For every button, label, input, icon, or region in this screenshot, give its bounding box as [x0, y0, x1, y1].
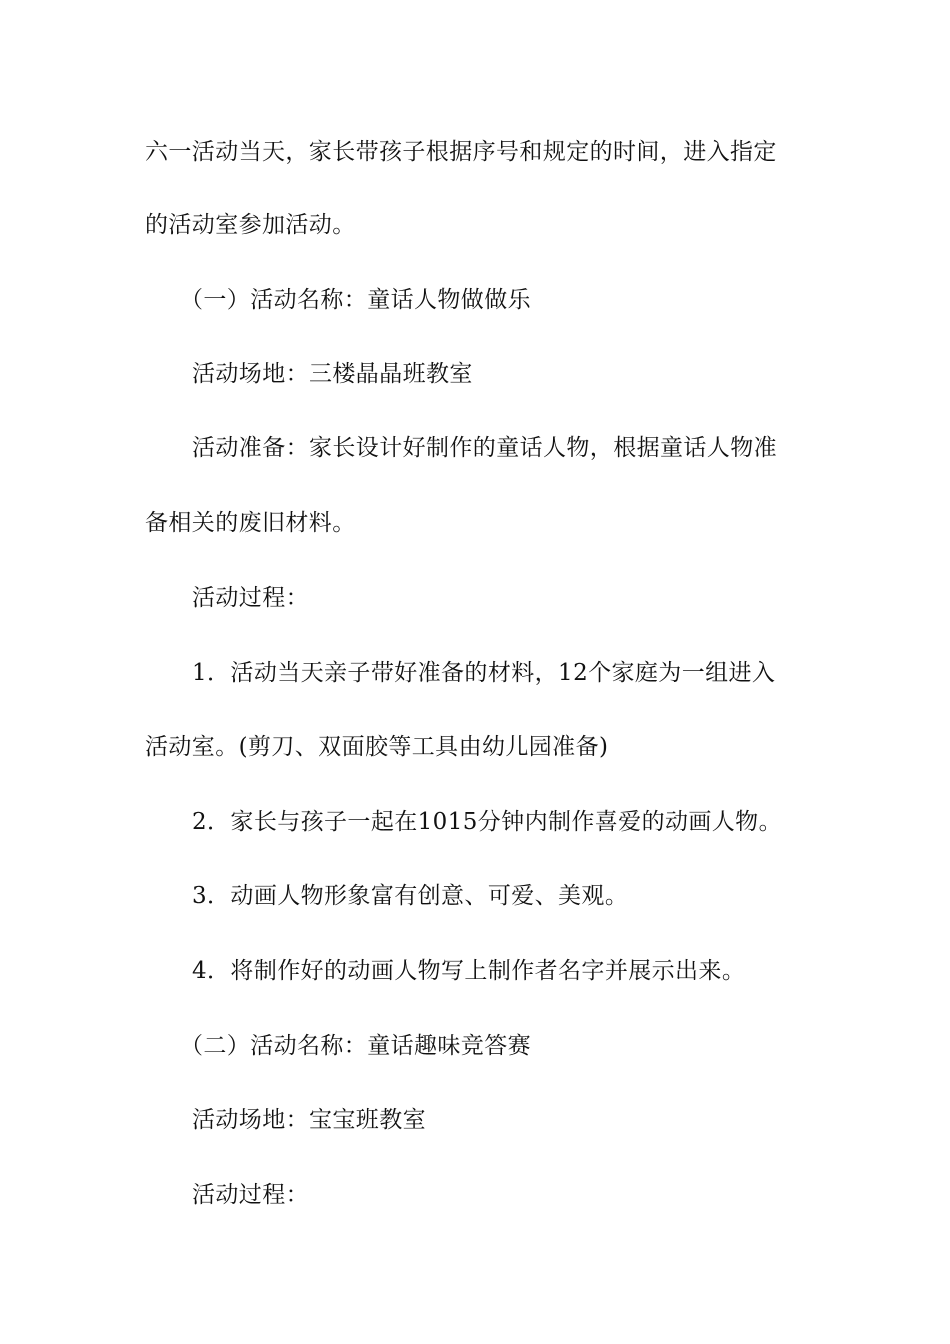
process-step-1-line-2: 活动室。(剪刀、双面胶等工具由幼儿园准备)	[145, 734, 609, 760]
process-step-3: 3．动画人物形象富有创意、可爱、美观。	[192, 883, 629, 909]
process-step-1-line-1: 1．活动当天亲子带好准备的材料，12个家庭为一组进入	[192, 660, 776, 686]
activity-preparation-line-1: 活动准备：家长设计好制作的童话人物，根据童话人物准	[192, 435, 777, 461]
section-heading-1: （一）活动名称：童话人物做做乐	[180, 287, 531, 313]
paragraph-intro-line-2: 的活动室参加活动。	[145, 212, 356, 238]
activity-venue-2: 活动场地：宝宝班教室	[192, 1107, 426, 1133]
activity-preparation-line-2: 备相关的废旧材料。	[145, 510, 356, 536]
activity-process-heading-1: 活动过程：	[192, 585, 309, 611]
section-heading-2: （二）活动名称：童话趣味竞答赛	[180, 1033, 531, 1059]
process-step-4: 4．将制作好的动画人物写上制作者名字并展示出来。	[192, 958, 746, 984]
process-step-2: 2．家长与孩子一起在1015分钟内制作喜爱的动画人物。	[192, 809, 782, 835]
activity-venue-1: 活动场地：三楼晶晶班教室	[192, 361, 473, 387]
paragraph-intro-line-1: 六一活动当天，家长带孩子根据序号和规定的时间，进入指定	[145, 139, 777, 165]
activity-process-heading-2: 活动过程：	[192, 1182, 309, 1208]
